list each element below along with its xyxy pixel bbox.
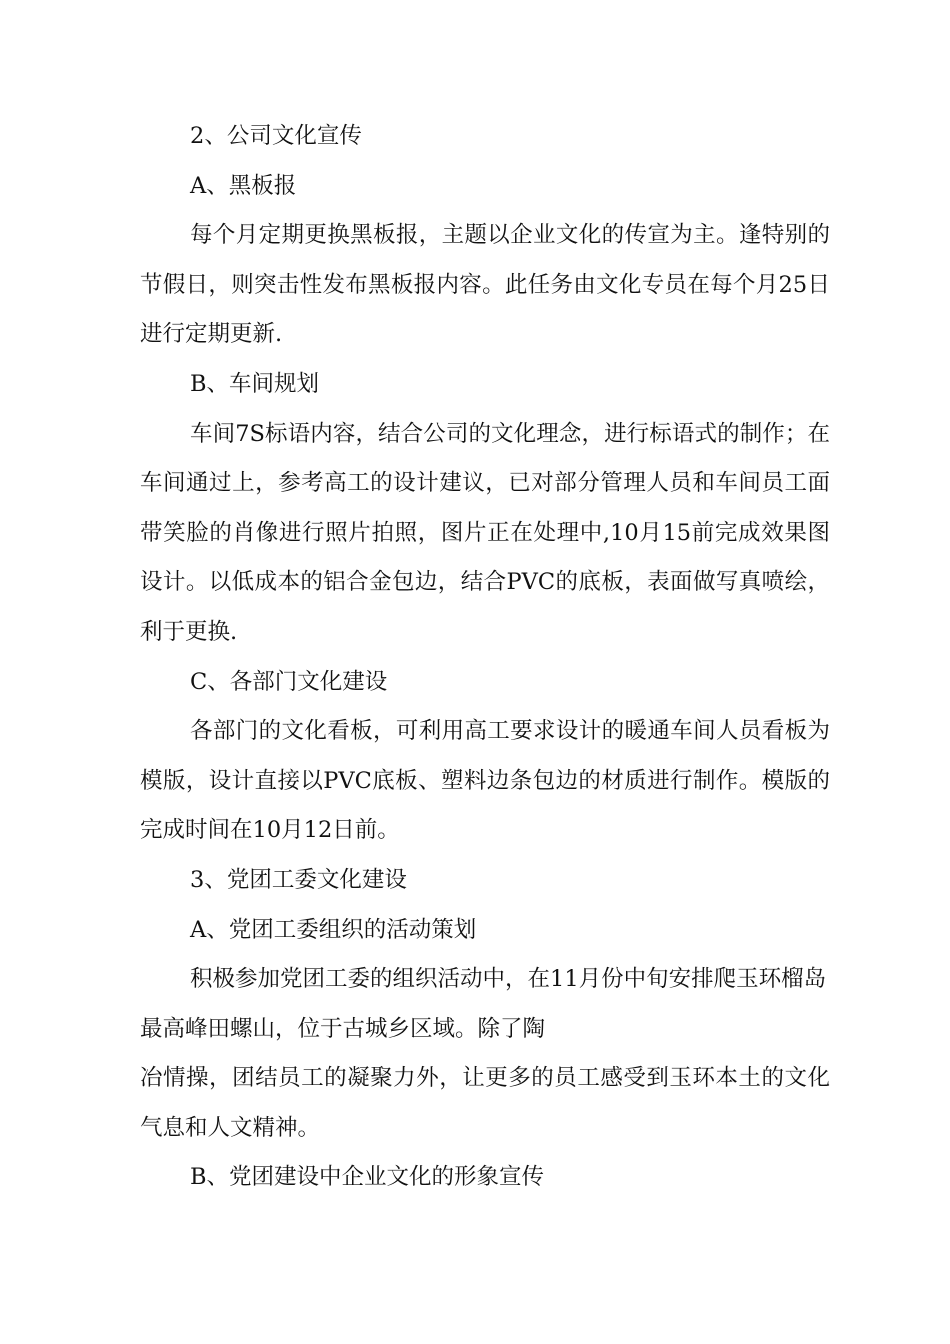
subsection-heading: C、各部门文化建设 <box>190 668 388 695</box>
body-paragraph: 车间7S标语内容，结合公司的文化理念，进行标语式的制作；在车间通过上，参考高工的设计建议，已对部分管理人员和车间员工面带笑脸的肖像进行照片拍照，图片正在处理中,10月15前完成效果图设计。以低成本的铝合金包边，结合PVC的底板，表面做写真喷绘，利于更换. <box>140 420 830 645</box>
subsection-heading: A、黑板报 <box>190 172 297 199</box>
body-paragraph-continued: 冶情操，团结员工的凝聚力外，让更多的员工感受到玉环本土的文化气息和人文精神。 <box>140 1065 830 1141</box>
subsection-heading: B、车间规划 <box>190 370 320 397</box>
body-paragraph: 积极参加党团工委的组织活动中，在11月份中旬安排爬玉环榴岛最高峰田螺山，位于古城乡区域。除了陶 <box>140 966 827 1042</box>
subsection-heading: B、党团建设中企业文化的形象宣传 <box>190 1164 545 1191</box>
subsection-heading: A、党团工委组织的活动策划 <box>190 916 477 943</box>
section-heading: 2、公司文化宣传 <box>190 123 362 149</box>
body-paragraph: 各部门的文化看板，可利用高工要求设计的暖通车间人员看板为模版，设计直接以PVC底板、塑料边条包边的材质进行制作。模版的完成时间在10月12日前。 <box>140 718 830 844</box>
body-paragraph: 每个月定期更换黑板报，主题以企业文化的传宣为主。逢特别的节假日，则突击性发布黑板报内容。此任务由文化专员在每个月25日进行定期更新. <box>140 222 830 348</box>
document-body <box>140 112 830 1203</box>
section-heading: 3、党团工委文化建设 <box>190 866 407 893</box>
